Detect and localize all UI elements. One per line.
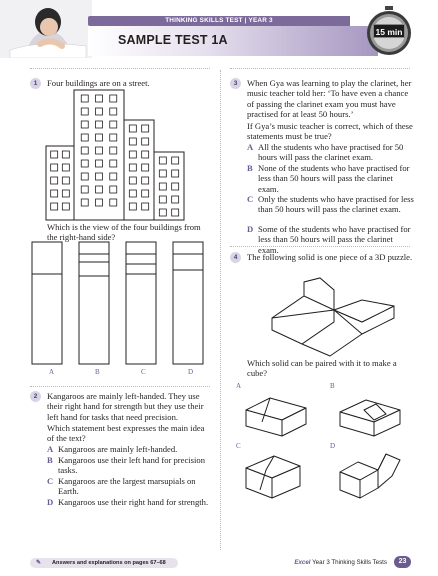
option-label-c: C: [236, 442, 241, 450]
window: [51, 164, 58, 171]
window: [172, 209, 179, 216]
building: [124, 120, 154, 220]
window: [142, 138, 149, 145]
window: [81, 160, 88, 167]
option-text: Only the students who have practised for less than 50 hours will pass the clarinet exam.: [258, 194, 414, 215]
window: [96, 134, 103, 141]
window: [62, 203, 69, 210]
option-letter: C: [247, 194, 254, 204]
window: [110, 186, 117, 193]
question-number: 2: [30, 391, 41, 402]
window: [142, 151, 149, 158]
question-text: Which statement best expresses the main idea of the text?: [47, 423, 205, 444]
building: [74, 90, 124, 220]
window: [129, 151, 136, 158]
side-view-option-a[interactable]: [32, 242, 62, 364]
option-letter: B: [47, 455, 53, 465]
window: [142, 125, 149, 132]
window: [51, 177, 58, 184]
option-label-a: A: [49, 368, 55, 376]
page-number: 23: [394, 556, 411, 568]
option-text: Kangaroos are mainly left-handed.: [58, 444, 178, 454]
window: [159, 209, 166, 216]
window: [81, 95, 88, 102]
answer-option-b[interactable]: [47, 455, 213, 476]
window: [96, 160, 103, 167]
header-band-text: THINKING SKILLS TEST | YEAR 3: [165, 17, 273, 24]
option-letter: A: [247, 142, 254, 152]
window: [51, 203, 58, 210]
answer-option-a[interactable]: [247, 142, 415, 163]
window: [172, 196, 179, 203]
side-view-option-d[interactable]: [173, 242, 203, 364]
question-number: 4: [230, 252, 241, 263]
question-stem: Four buildings are on a street.: [47, 78, 150, 88]
option-label-a: A: [236, 382, 242, 390]
column-divider: [220, 70, 221, 550]
answers-reference-text: Answers and explanations on pages 67–68: [52, 560, 166, 566]
building: [154, 152, 184, 220]
divider: [230, 68, 410, 69]
student-photo: [0, 0, 92, 58]
option-label-d: D: [330, 442, 336, 450]
window: [110, 173, 117, 180]
window: [51, 190, 58, 197]
window: [62, 164, 69, 171]
window: [159, 196, 166, 203]
solid-option-c[interactable]: [240, 448, 312, 502]
student-writing-illustration: [0, 0, 92, 58]
question-text: Which is the view of the four buildings from the right-hand side?: [47, 222, 201, 243]
window: [81, 134, 88, 141]
answer-option-d[interactable]: [247, 224, 415, 255]
header-band: [88, 16, 350, 26]
answer-option-c[interactable]: [47, 476, 213, 497]
option-letter: B: [247, 163, 253, 173]
series-name: Year 3 Thinking Skills Tests: [312, 559, 387, 566]
option-label-c: C: [141, 368, 146, 376]
window: [142, 190, 149, 197]
window: [96, 108, 103, 115]
window: [159, 157, 166, 164]
question-stem: Kangaroos are mainly left-handed. They use their right hand for strength but they use their left hand for tasks that need precision.: [47, 391, 204, 422]
option-label-d: D: [188, 368, 194, 376]
side-view-option-c[interactable]: [126, 242, 156, 364]
window: [51, 151, 58, 158]
window: [96, 186, 103, 193]
answer-option-b[interactable]: [247, 163, 415, 194]
option-text: Kangaroos are the largest marsupials on Earth.: [58, 476, 196, 497]
window: [142, 164, 149, 171]
divider: [30, 386, 210, 387]
option-text: None of the students who have practised for less than 50 hours will pass the clarinet exam.: [258, 163, 410, 194]
window: [129, 203, 136, 210]
divider: [30, 68, 210, 69]
building: [46, 146, 74, 220]
option-letter: A: [47, 444, 54, 454]
option-text: Kangaroos use their right hand for strength.: [58, 497, 209, 507]
window: [129, 190, 136, 197]
window: [110, 199, 117, 206]
window: [172, 157, 179, 164]
window: [129, 138, 136, 145]
window: [62, 190, 69, 197]
window: [129, 177, 136, 184]
window: [62, 151, 69, 158]
window: [81, 108, 88, 115]
window: [172, 170, 179, 177]
window: [96, 95, 103, 102]
window: [129, 164, 136, 171]
solid-option-b[interactable]: [334, 392, 406, 440]
window: [110, 95, 117, 102]
window: [81, 147, 88, 154]
book-series: [290, 559, 387, 567]
option-text: All the students who have practised for 50 hours will pass the clarinet exam.: [258, 142, 404, 163]
window: [110, 147, 117, 154]
window: [81, 199, 88, 206]
timer-label: 15 min: [373, 24, 405, 38]
window: [110, 134, 117, 141]
window: [96, 199, 103, 206]
option-letter: D: [47, 497, 54, 507]
window: [142, 177, 149, 184]
window: [81, 121, 88, 128]
option-letter: D: [247, 224, 254, 234]
window: [110, 160, 117, 167]
window: [81, 186, 88, 193]
window: [159, 170, 166, 177]
window: [96, 147, 103, 154]
window: [159, 183, 166, 190]
window: [81, 173, 88, 180]
solid-option-a[interactable]: [240, 392, 312, 440]
page-title: SAMPLE TEST 1A: [118, 33, 228, 47]
question-number: 3: [230, 78, 241, 89]
option-text: Some of the students who have practised for less than 50 hours will pass the clarinet exam.: [258, 224, 411, 255]
window: [110, 121, 117, 128]
answer-option-d[interactable]: [47, 497, 213, 507]
buildings-figure: [46, 90, 196, 220]
question-text: If Gya’s music teacher is correct, which of these statements must be true?: [247, 121, 413, 142]
window: [172, 183, 179, 190]
solid-option-d[interactable]: [334, 448, 406, 502]
option-label-b: B: [330, 382, 335, 390]
window: [96, 173, 103, 180]
question-stem: The following solid is one piece of a 3D puzzle.: [247, 252, 413, 262]
option-letter: C: [47, 476, 54, 486]
side-view-option-b[interactable]: [79, 242, 109, 364]
buildings-side-view-options: [30, 242, 220, 372]
question-number: 1: [30, 78, 41, 89]
answers-book-icon: ✎: [36, 560, 42, 566]
puzzle-piece-figure: [262, 276, 412, 356]
brand-name: Excel: [294, 559, 311, 566]
question-text: Which solid can be paired with it to make a cube?: [247, 358, 397, 379]
question-stem: When Gya was learning to play the clarinet, her music teacher told her: ‘To have even a chance of passing the clarinet exam you must have practised for at least 50 hours.’: [247, 78, 412, 120]
answer-option-c[interactable]: [247, 194, 415, 215]
window: [110, 108, 117, 115]
window: [142, 203, 149, 210]
window: [96, 121, 103, 128]
answer-option-a[interactable]: [47, 444, 213, 454]
window: [62, 177, 69, 184]
option-text: Kangaroos use their left hand for precision tasks.: [58, 455, 206, 476]
option-label-b: B: [95, 368, 100, 376]
window: [129, 125, 136, 132]
